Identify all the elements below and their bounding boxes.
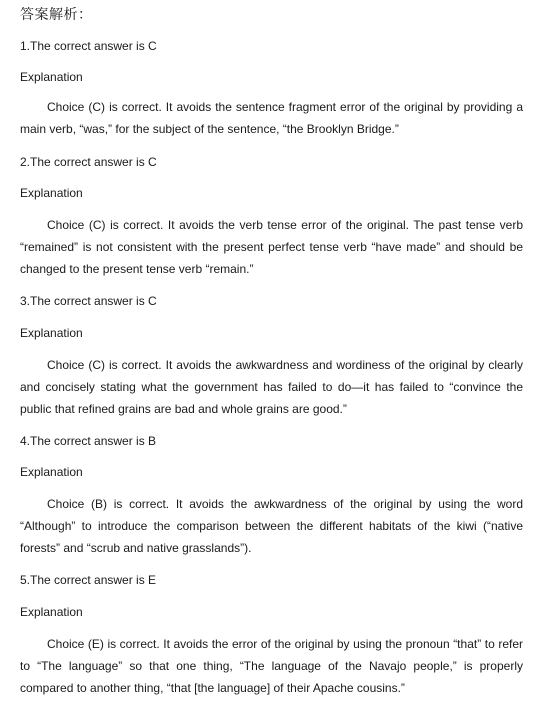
explanation-label-5: Explanation [20, 605, 83, 619]
answer-analysis-heading: 答案解析： [20, 7, 93, 23]
explanation-text-5: Choice (E) is correct. It avoids the error of the original by using the pronoun “that” to refer to “The language” so that one thing, “The language of the Navajo people,” is properly compared to another thing, “that [the language] of their Apache cousins.” [20, 637, 523, 695]
answer-line-2: 2.The correct answer is C [20, 155, 157, 169]
explanation-label-1: Explanation [20, 70, 83, 84]
explanation-label-4: Explanation [20, 465, 83, 479]
answer-line-5: 5.The correct answer is E [20, 573, 157, 587]
answer-line-4: 4.The correct answer is B [20, 434, 157, 448]
explanation-label-2: Explanation [20, 186, 83, 200]
answer-line-3: 3.The correct answer is C [20, 294, 157, 308]
explanation-text-2: Choice (C) is correct. It avoids the verb tense error of the original. The past tense verb “remained” is not consistent with the present perfect tense verb “have made” and should be changed to the present tense verb “remain.” [20, 218, 523, 276]
explanation-text-3: Choice (C) is correct. It avoids the awkwardness and wordiness of the original by clearly and concisely stating what the government has failed to do—it has failed to “convince the public that refined grains are bad and whole grains are good.” [20, 358, 523, 416]
explanation-label-3: Explanation [20, 326, 83, 340]
explanation-text-4: Choice (B) is correct. It avoids the awkwardness of the original by using the word “Although” to introduce the comparison between the different habitats of the kiwi (“native forests” and “scrub and native grasslands”). [20, 497, 523, 555]
explanation-text-1: Choice (C) is correct. It avoids the sentence fragment error of the original by providing a main verb, “was,” for the subject of the sentence, “the Brooklyn Bridge.” [20, 100, 523, 136]
answer-line-1: 1.The correct answer is C [20, 39, 157, 53]
